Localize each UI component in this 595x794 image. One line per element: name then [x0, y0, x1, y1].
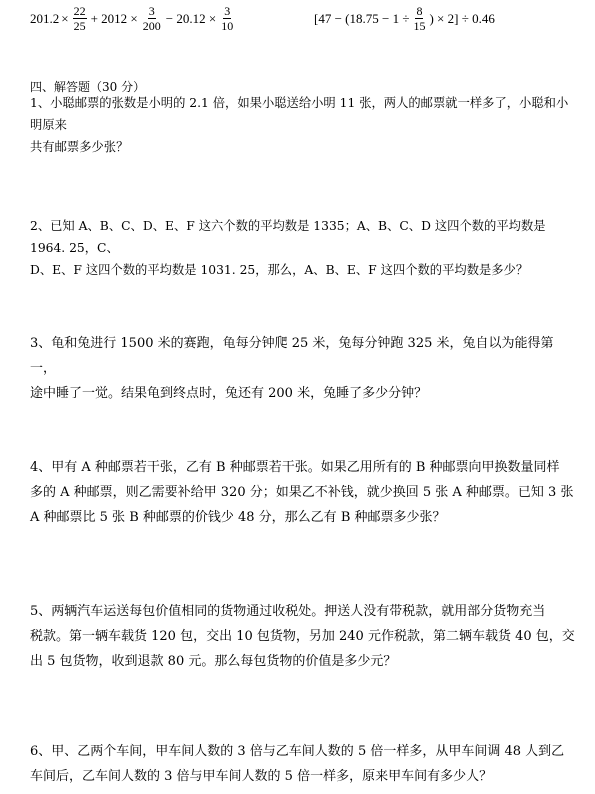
- expression-1: [30, 4, 236, 33]
- expr1-fraction-1: [73, 4, 87, 33]
- question-5: [30, 599, 578, 674]
- fraction-numerator: 3: [148, 4, 155, 18]
- question-line: 多的 A 种邮票，则乙需要补给甲 320 分；如果乙不补钱，就少换回 5 张 A 种邮票。已知 3 张: [30, 485, 574, 500]
- question-line: 1、小聪邮票的张数是小明的 2.1 倍，如果小聪送给小明 11 张，两人的邮票就一样多了，小聪和小明原来: [30, 96, 569, 132]
- question-line: 共有邮票多少张？: [30, 140, 129, 154]
- question-6: [30, 739, 578, 789]
- question-line: 6、甲、乙两个车间，甲车间人数的 3 倍与乙车间人数的 5 倍一样多，从甲车间调 48 人到乙: [30, 744, 565, 759]
- expr2-suffix: ) × 2] ÷ 0.46: [429, 10, 495, 26]
- expr1-minus-term: − 20.12 ×: [165, 10, 217, 26]
- fraction-denominator: 10: [221, 19, 234, 33]
- expression-2: [314, 4, 495, 33]
- question-line: 车间后，乙车间人数的 3 倍与甲车间人数的 5 倍一样多，原来甲车间有多少人？: [30, 769, 493, 784]
- fraction-denominator: 25: [73, 19, 86, 33]
- fraction-denominator: 15: [413, 19, 426, 33]
- fraction-numerator: 22: [73, 4, 86, 18]
- expr1-plus-term: + 2012 ×: [90, 10, 138, 26]
- question-1: [30, 92, 578, 158]
- fraction-numerator: 3: [224, 4, 231, 18]
- question-line: 5、两辆汽车运送每包价值相同的货物通过收税处。押送人没有带税款，就用部分货物充当: [30, 604, 546, 619]
- question-line: 3、龟和兔进行 1500 米的赛跑，龟每分钟爬 25 米，兔每分钟跑 325 米，兔自以为能得第一，: [30, 336, 554, 376]
- question-3: [30, 331, 578, 406]
- expr1-fraction-3: [220, 4, 234, 33]
- section-title: 四、解答题（30 分）: [30, 80, 146, 94]
- question-line: 税款。第一辆车载货 120 包，交出 10 包货物，另加 240 元作税款，第二辆车载货 40 包，交: [30, 629, 575, 644]
- question-4: [30, 455, 578, 530]
- question-2: [30, 215, 578, 281]
- fraction-denominator: 200: [142, 19, 161, 33]
- question-line: 出 5 包货物，收到退款 80 元。那么每包货物的价值是多少元？: [30, 654, 397, 669]
- question-line: D、E、F 这四个数的平均数是 1031. 25，那么，A、B、E、F 这四个数的平均数是多少？: [30, 263, 529, 277]
- question-line: 途中睡了一觉。结果龟到终点时，兔还有 200 米，兔睡了多少分钟？: [30, 386, 428, 401]
- expr1-fraction-2: [142, 4, 162, 33]
- fraction-numerator: 8: [416, 4, 423, 18]
- expr2-prefix: [47 − (18.75 − 1 ÷: [314, 10, 410, 26]
- question-line: A 种邮票比 5 张 B 种邮票的价钱少 48 分，那么乙有 B 种邮票多少张？: [30, 510, 446, 525]
- expr1-times: ×: [61, 10, 69, 26]
- question-line: 4、甲有 A 种邮票若干张，乙有 B 种邮票若干张。如果乙用所有的 B 种邮票向甲换数量同样: [30, 460, 560, 475]
- expr2-fraction: [412, 4, 426, 33]
- expr1-term-a: 201.2: [30, 10, 60, 26]
- question-line: 2、已知 A、B、C、D、E、F 这六个数的平均数是 1335；A、B、C、D 这四个数的平均数是 1964. 25，C、: [30, 219, 546, 255]
